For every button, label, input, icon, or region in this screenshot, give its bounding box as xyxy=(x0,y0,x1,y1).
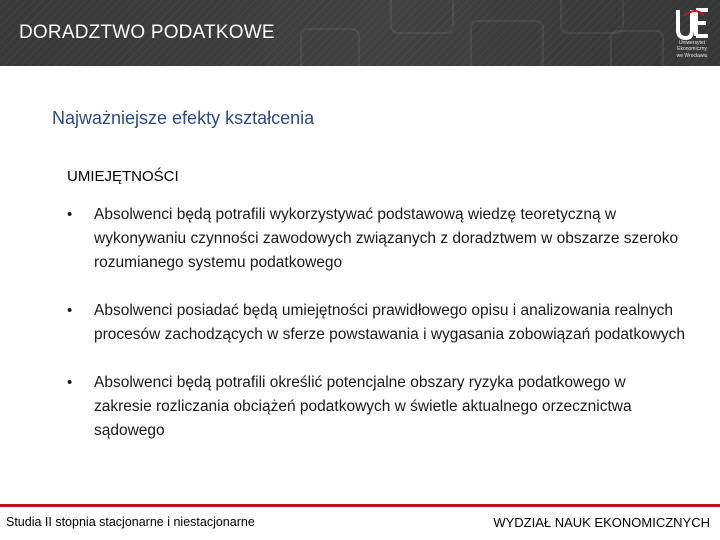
background-pattern xyxy=(560,0,624,34)
list-item xyxy=(67,299,687,347)
bullet-icon: • xyxy=(67,302,73,319)
section-label: UMIEJĘTNOŚCI xyxy=(67,168,179,185)
page-title: DORADZTWO PODATKOWE xyxy=(19,22,275,43)
footer-program-label: Studia II stopnia stacjonarne i niestacjonarne xyxy=(6,515,255,529)
list-item xyxy=(67,203,687,275)
bullet-icon: • xyxy=(67,206,73,223)
background-pattern xyxy=(470,20,544,66)
logo-text-line: Ekonomiczny xyxy=(677,46,707,52)
bullet-text: Absolwenci będą potrafili określić potencjalne obszary ryzyka podatkowego w zakresie rozliczania obciążeń podatkowych w świetle aktualnego orzecznictwa sądowego xyxy=(94,374,632,439)
background-pattern xyxy=(610,30,664,66)
bullet-icon: • xyxy=(67,374,73,391)
footer-divider xyxy=(0,504,720,507)
footer-faculty-label: WYDZIAŁ NAUK EKONOMICZNYCH xyxy=(493,515,710,530)
logo-text-line: Uniwersytet xyxy=(678,40,706,46)
background-pattern xyxy=(390,0,454,34)
footer xyxy=(0,504,720,540)
background-pattern xyxy=(300,28,360,66)
list-item xyxy=(67,371,687,443)
bullet-list xyxy=(67,203,687,467)
header-banner xyxy=(0,0,720,66)
logo-text-line: we Wrocławiu xyxy=(676,53,708,59)
slide-subtitle: Najważniejsze efekty kształcenia xyxy=(52,108,315,128)
bullet-text: Absolwenci posiadać będą umiejętności prawidłowego opisu i analizowania realnych procesów zachodzących w sferze powstawania i wygasania zobowiązań podatkowych xyxy=(94,302,686,343)
bullet-text: Absolwenci będą potrafili wykorzystywać podstawową wiedzę teoretyczną w wykonywaniu czynności zawodowych związanych z doradztwem w obszarze szeroko rozumianego systemu podatkowego xyxy=(94,206,679,271)
